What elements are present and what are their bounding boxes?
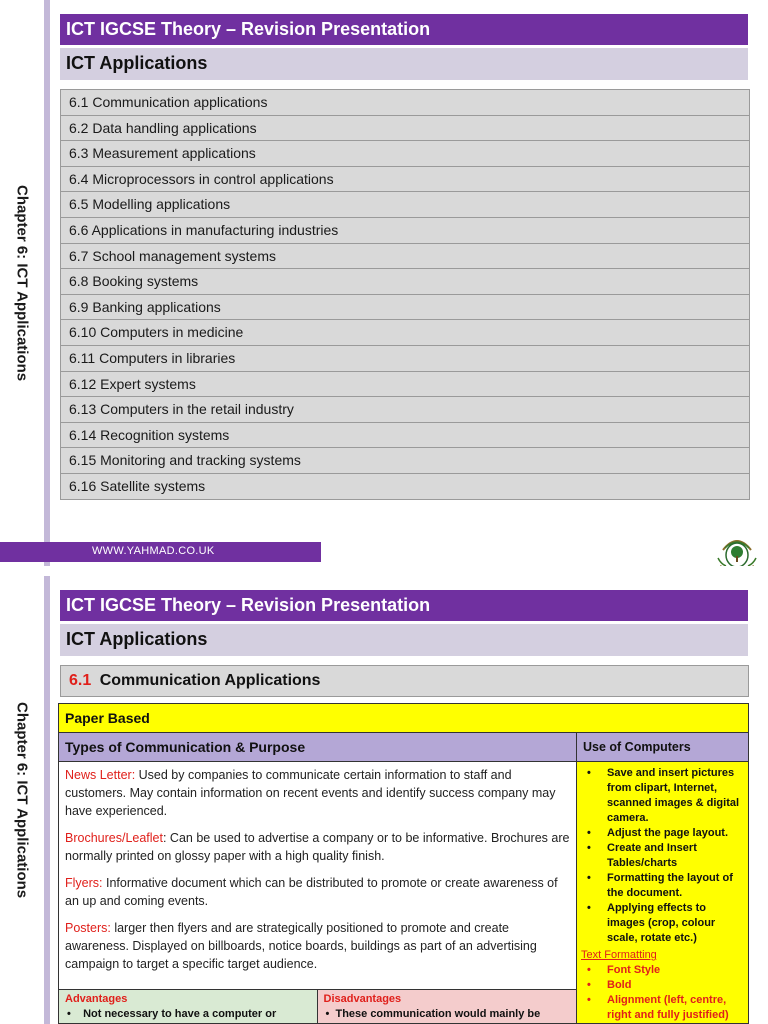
disadvantages-cell: Disadvantages • These communication would mainly be (318, 990, 577, 1023)
section-header (60, 665, 749, 697)
toc-item[interactable]: 6.16 Satellite systems (60, 474, 750, 500)
toc-item[interactable]: 6.5 Modelling applications (60, 192, 750, 218)
use-item: • Adjust the page layout. (587, 827, 729, 839)
types-header: Types of Communication & Purpose (59, 733, 576, 762)
type-entry: News Letter: Used by companies to communicate certain information to staff and customers. May contain information on recent events and identify success company may have experienced. (65, 768, 556, 818)
toc-item[interactable]: 6.11 Computers in libraries (60, 346, 750, 372)
use-item: • Formatting the layout of the document. (587, 872, 733, 899)
use-item: • Save and insert pictures from clipart, Internet, scanned images & digital camera. (587, 767, 740, 824)
pros-cons-row (59, 989, 576, 1023)
use-item: • Create and Insert Tables/charts (587, 842, 697, 869)
toc-item[interactable]: 6.1 Communication applications (60, 90, 750, 116)
footer-url[interactable]: WWW.YAHMAD.CO.UK (0, 542, 321, 562)
use-item: • Applying effects to images (crop, colour scale, rotate etc.) (587, 902, 716, 944)
section-subtitle: ICT Applications (60, 48, 748, 80)
slide-communication (0, 576, 768, 1024)
uses-body (577, 762, 748, 1023)
toc-item[interactable]: 6.7 School management systems (60, 244, 750, 270)
toc-item[interactable]: 6.14 Recognition systems (60, 423, 750, 449)
toc-item[interactable]: 6.8 Booking systems (60, 269, 750, 295)
presentation-title: ICT IGCSE Theory – Revision Presentation (60, 590, 748, 621)
toc-item[interactable]: 6.3 Measurement applications (60, 141, 750, 167)
paper-based-heading: Paper Based (59, 704, 748, 733)
types-body (59, 762, 576, 989)
type-entry: Posters: larger then flyers and are strategically positioned to promote and create awareness. Displayed on billboards, notice boards, buildings as part of an advertising campaign to target a specific target audience. (65, 921, 537, 971)
toc-item[interactable]: 6.2 Data handling applications (60, 116, 750, 142)
uses-header: Use of Computers (577, 733, 748, 762)
section-number: 6.1 (69, 672, 92, 689)
toc-item[interactable]: 6.4 Microprocessors in control applications (60, 167, 750, 193)
text-formatting-item: • Font Style (587, 964, 661, 976)
advantages-cell: Advantages • Not necessary to have a computer or (59, 990, 318, 1023)
uses-column (577, 733, 748, 1023)
side-strip (44, 0, 50, 566)
toc-item[interactable]: 6.9 Banking applications (60, 295, 750, 321)
type-entry: Flyers: Informative document which can be distributed to promote or create awareness of an up and coming events. (65, 876, 558, 908)
types-column (59, 733, 577, 1023)
type-entry: Brochures/Leaflet: Can be used to advertise a company or to be informative. Brochures are normally printed on glossy paper with a high quality finish. (65, 831, 570, 863)
chapter-side-title: Chapter 6: ICT Applications (13, 701, 31, 899)
toc-item[interactable]: 6.12 Expert systems (60, 372, 750, 398)
text-formatting-heading: Text Formatting (581, 949, 657, 961)
toc-item[interactable]: 6.13 Computers in the retail industry (60, 397, 750, 423)
toc-item[interactable]: 6.15 Monitoring and tracking systems (60, 448, 750, 474)
toc-list (60, 89, 750, 500)
side-strip (44, 576, 50, 1024)
presentation-title: ICT IGCSE Theory – Revision Presentation (60, 14, 748, 45)
text-formatting-item: • Alignment (left, centre, right and fully justified) (587, 994, 729, 1021)
section-title: Communication Applications (99, 672, 321, 689)
text-formatting-item: • Bold (587, 979, 632, 991)
content-table (58, 703, 749, 1024)
section-subtitle: ICT Applications (60, 624, 748, 656)
toc-item[interactable]: 6.10 Computers in medicine (60, 320, 750, 346)
school-crest-icon (714, 530, 760, 566)
chapter-side-title: Chapter 6: ICT Applications (13, 184, 31, 382)
toc-item[interactable]: 6.6 Applications in manufacturing industries (60, 218, 750, 244)
